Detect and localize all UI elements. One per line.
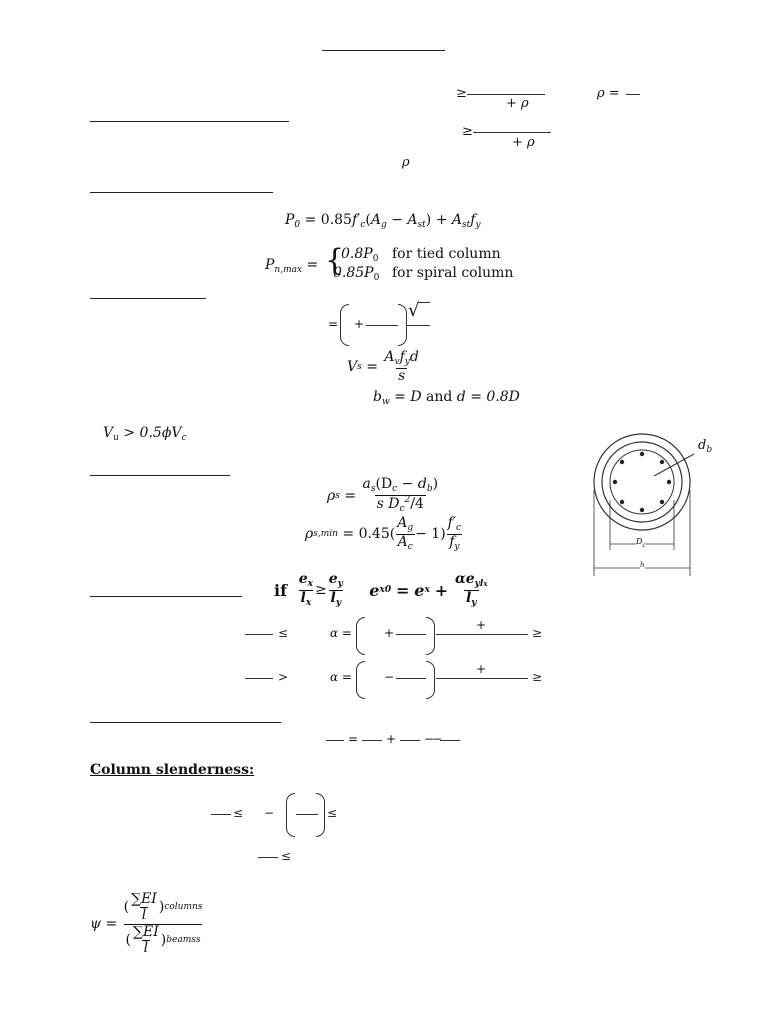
ratio-rho-fraction-line (626, 94, 640, 95)
ratio-fraction-line-1 (467, 94, 545, 95)
vc-eq: = (328, 317, 339, 331)
p0-formula: $P_0 = 0.85f'_c(A_g - A_{st}) + A_{st}f_y$ (285, 212, 481, 230)
ratio-geq-1: ≥ (456, 86, 467, 101)
rho-smin-formula: ρ s,min = 0.45( $\frac{A_g}{A_c}$ − 1) $\frac{f'_c}{f_y}$ (305, 515, 462, 552)
figure-db-label: $d_b$ (698, 438, 713, 455)
section-underline-4 (90, 475, 230, 476)
pnmax-case-2: $0.85P_0$ (333, 265, 380, 283)
recip-eq: = (348, 732, 359, 746)
ratio-fraction-line-2 (473, 132, 551, 133)
core-circle (610, 450, 674, 514)
recip-minus-2: − (432, 732, 443, 746)
alpha-row2-alpha: α = (330, 670, 352, 684)
alpha-row2-left-paren (356, 661, 365, 699)
alpha-row2-rel: > (278, 670, 289, 684)
alpha-row2-right-paren (426, 661, 435, 699)
recip-frac-3 (400, 740, 420, 741)
title-underline (322, 50, 445, 51)
recip-frac-4 (440, 740, 460, 741)
ratio-plus-rho-1: + ρ (506, 96, 529, 111)
vc-sqrt-fraction (406, 325, 430, 326)
bw-formula: $b_w = D$ and d = 0.8D (373, 389, 520, 407)
alpha-row2-geq: ≥ (532, 670, 543, 684)
section-underline-5 (90, 596, 242, 597)
vc-left-paren (340, 304, 349, 346)
rho-s-formula: ρ s = $\frac{a_s(D_c - d_b)}{s D_c^2/4}$ (327, 476, 439, 514)
alpha-row1-inner-frac (396, 634, 426, 635)
slender-row1-inner-frac (296, 814, 318, 815)
vc-sqrt-bar (418, 302, 430, 303)
slender-row2-frac (258, 857, 278, 858)
alpha-row2-long-frac (436, 678, 528, 679)
pnmax-case-2-text: for spiral column (392, 265, 514, 281)
alpha-row2-frac (245, 678, 273, 679)
outer-circle (594, 434, 690, 530)
alpha-row2-inner-frac (396, 678, 426, 679)
ratio-geq-2: ≥ (462, 124, 473, 139)
recip-frac-1 (326, 740, 344, 741)
recip-plus: + (386, 732, 397, 746)
slenderness-heading: Column slenderness: (90, 762, 255, 778)
alpha-row1-frac (245, 634, 273, 635)
slender-row1-minus: − (264, 806, 275, 820)
pnmax-formula: $P_{n,max}$ = (265, 257, 319, 275)
alpha-row1-plus2: + (476, 618, 487, 632)
pnmax-case-1: $0.8P_0$ (341, 246, 379, 264)
pnmax-case-1-text: for tied column (392, 246, 501, 262)
slender-row1-right-paren (316, 793, 325, 837)
ratio-rho-alone: ρ (402, 155, 410, 170)
slender-row1-frac (211, 814, 231, 815)
section-underline-6 (90, 722, 281, 723)
alpha-row1-alpha: α = (330, 626, 352, 640)
section-underline-2 (90, 192, 273, 193)
slender-row1-leq2: ≤ (327, 806, 338, 820)
alpha-row2-minus: − (384, 670, 395, 684)
recip-minus-1: − (424, 732, 435, 746)
biaxial-condition: if $\frac{e_x}{l_x}$ ≥ $\frac{e_y}{l_y}$ e x0 = e x + $\frac{\alpha e_{ylx}}{l_y}$ (274, 571, 488, 608)
slender-row2-leq: ≤ (281, 849, 292, 863)
slender-row1-left-paren (286, 793, 295, 837)
section-underline-1 (90, 121, 289, 122)
alpha-row1-plus: + (384, 626, 395, 640)
psi-formula: ψ = ( $\frac{\sum EI}{l}$ ) columns ( $\frac{\sum EI}{l}$ ) beamss (90, 891, 203, 957)
vc-sqrt: √ (408, 300, 420, 321)
alpha-row1-right-paren (426, 617, 435, 655)
longitudinal-bars (613, 452, 671, 512)
slender-row1-leq: ≤ (233, 806, 244, 820)
section-underline-3 (90, 298, 206, 299)
pnmax-brace: { (325, 243, 345, 278)
vc-fraction-line (366, 325, 398, 326)
vs-formula: V s = $\frac{A_vf_yd}{s}$ (347, 349, 419, 384)
ratio-plus-rho-2: + ρ (512, 135, 535, 150)
ratio-rho-eq: ρ = (597, 86, 620, 101)
vu-condition: $V_u > 0.5\phi V_c$ (103, 425, 187, 443)
alpha-row1-left-paren (356, 617, 365, 655)
figure-dc-label: $D_c$ (636, 537, 646, 549)
recip-frac-2 (362, 740, 382, 741)
figure-h-label: h (640, 561, 645, 569)
alpha-row2-plus2: + (476, 662, 487, 676)
alpha-row1-geq: ≥ (532, 626, 543, 640)
alpha-row1-rel: ≤ (278, 626, 289, 640)
alpha-row1-long-frac (436, 634, 528, 635)
vc-plus: + (354, 317, 365, 331)
